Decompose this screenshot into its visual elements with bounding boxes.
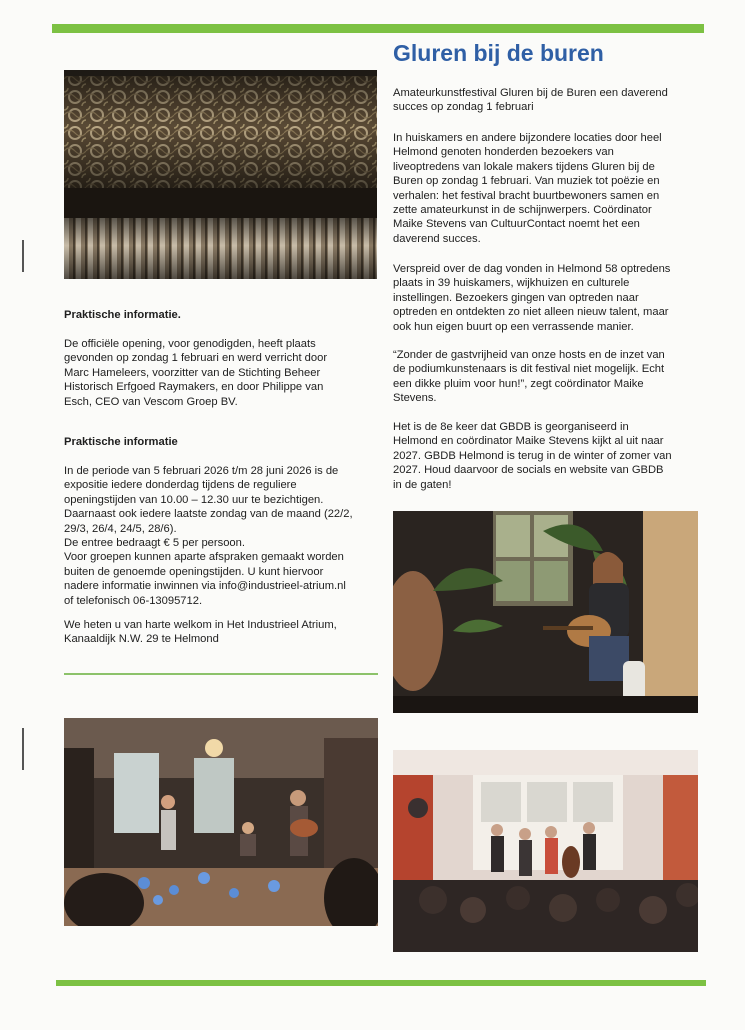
article-paragraph: “Zonder de gastvrijheid van onze hosts en de inzet van de podiumkunstenaars is dit festival niet mogelijk. Echt een dikke pluim voor hun!”, zegt coördinator Maike Stevens. [393,349,665,405]
band-audience-photo [393,750,698,952]
article-title: Gluren bij de buren [393,40,604,66]
scan-edge-mark [22,728,24,770]
section-divider [64,673,378,675]
top-green-bar [52,24,704,33]
roller-photo [64,70,377,279]
article-intro: Amateurkunstfestival Gluren bij de Buren een daverend succes op zondag 1 februari [393,87,668,114]
welcome-text: We heten u van harte welkom in Het Industrieel Atrium, Kanaaldijk N.W. 29 te Helmond [64,619,337,646]
article-paragraph: Het is de 8e keer dat GBDB is georganiseerd in Helmond en coördinator Maike Stevens kijkt al uit naar 2027. GBDB Helmond is terug in de winter of zomer van 2027. Houd daarvoor de socials en website van GBDB in de gaten! [393,421,672,491]
guitarist-photo [393,511,698,713]
band-livingroom-photo [64,718,378,926]
practical-heading: Praktische informatie. [64,309,181,321]
practical-heading: Praktische informatie [64,436,178,448]
article-paragraph: Verspreid over de dag vonden in Helmond 58 optredens plaats in 39 huiskamers, wijkhuizen en culturele instellingen. Bezoekers gingen van optreden naar optreden en ontdekten zo niet alleen nieuw talent, maar ook hun eigen buurt op een verrassende manier. [393,263,671,333]
bottom-green-bar [56,980,706,986]
opening-text: De officiële opening, voor genodigden, heeft plaats gevonden op zondag 1 februari en werd verricht door Marc Hameleers, voorzitter van de Stichting Beheer Historisch Erfgoed Raymakers, en door Philippe van Esch, CEO van Vescom Groep BV. [64,338,328,408]
scan-edge-mark [22,240,24,272]
opening-hours-text: In de periode van 5 februari 2026 t/m 28 juni 2026 is de expositie iedere donderdag tijdens de reguliere openingstijden van 10.00 – 12.30 uur te bezichtigen. Daarnaast ook iedere laatste zondag van de maand (22/2, 29/3, 26/4, 24/5, 28/6). De entree bedraagt € 5 per persoon. Voor groepen kunnen aparte afspraken gemaakt worden buiten de genoemde openingstijden. U kunt hiervoor nadere informatie inwinnen via info@industrieel-atrium.nl of telefonisch 06-13095712. [64,465,353,607]
article-paragraph: In huiskamers en andere bijzondere locaties door heel Helmond genoten honderden bezoekers van liveoptredens van lokale makers tijdens Gluren bij de Buren op zondag 1 februari. Van muziek tot poëzie en verhalen: het festival bracht buurtbewoners samen en zette amateurkunst in de schijnwerpers. Coördinator Maike Stevens van CultuurContact noemt het een daverend succes. [393,132,662,245]
